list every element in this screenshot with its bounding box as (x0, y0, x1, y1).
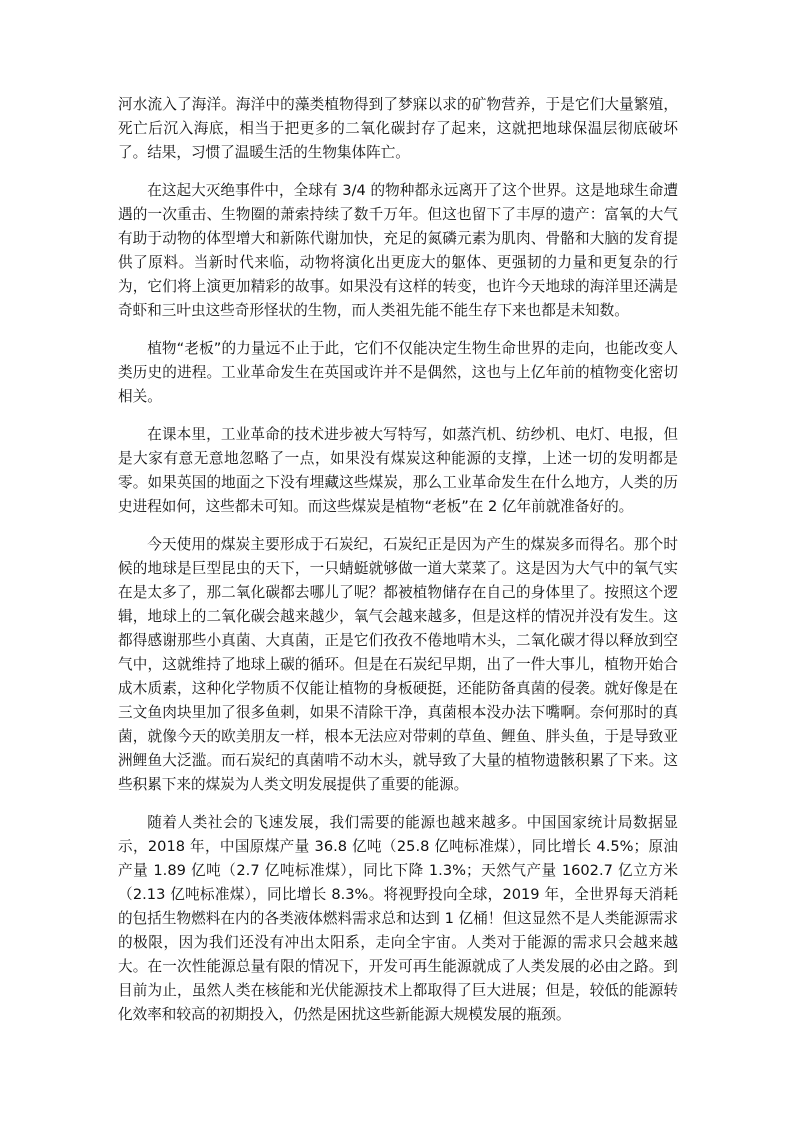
paragraph-1: 河水流入了海洋。海洋中的藻类植物得到了梦寐以求的矿物营养，于是它们大量繁殖，死亡后沉入海底，相当于把更多的二氧化碳封存了起来，这就把地球保温层彻底破坏了。结果，习惯了温暖生活的生物集体阵亡。 (118, 96, 678, 161)
paragraph-5: 今天使用的煤炭主要形成于石炭纪，石炭纪正是因为产生的煤炭多而得名。那个时候的地球是巨型昆虫的天下，一只蜻蜓就够做一道大菜菜了。这是因为大气中的氧气实在是太多了，那二氧化碳都去哪儿了呢？都被植物储存在自己的身体里了。按照这个逻辑，地球上的二氧化碳会越来越少，氧气会越来越多，但是这样的情况并没有发生。这都得感谢那些小真菌、大真菌，正是它们孜孜不倦地啃木头，二氧化碳才得以释放到空气中，这就维持了地球上碳的循环。但是在石炭纪早期，出了一件大事儿，植物开始合成木质素，这种化学物质不仅能让植物的身板硬挺，还能防备真菌的侵袭。就好像是在三文鱼肉块里加了很多鱼刺，如果不清除干净，真菌根本没办法下嘴啊。奈何那时的真菌，就像今天的欧美朋友一样，根本无法应对带刺的草鱼、鲤鱼、胖头鱼，于是导致亚洲鲤鱼大泛滥。而石炭纪的真菌啃不动木头，就导致了大量的植物遗骸积累了下来。这些积累下来的煤炭为人类文明发展提供了重要的能源。 (118, 536, 678, 793)
paragraph-2: 在这起大灭绝事件中，全球有 3/4 的物种都永远离开了这个世界。这是地球生命遭遇的一次重击、生物圈的萧索持续了数千万年。但这也留下了丰厚的遗产：富氧的大气有助于动物的体型增大和新陈代谢加快，充足的氮磷元素为肌肉、骨骼和大脑的发育提供了原料。当新时代来临，动物将演化出更庞大的躯体、更强韧的力量和更复杂的行为，它们将上演更加精彩的故事。如果没有这样的转变，也许今天地球的海洋里还满是奇虾和三叶虫这些奇形怪状的生物，而人类祖先能不能生存下来也都是未知数。 (118, 182, 678, 319)
document-body (118, 93, 678, 1041)
paragraph-3: 植物“老板”的力量远不止于此，它们不仅能决定生物生命世界的走向，也能改变人类历史的进程。工业革命发生在英国或许并不是偶然，这也与上亿年前的植物变化密切相关。 (118, 340, 678, 405)
paragraph-4: 在课本里，工业革命的技术进步被大写特写，如蒸汽机、纺纱机、电灯、电报，但是大家有意无意地忽略了一点，如果没有煤炭这种能源的支撑，上述一切的发明都是零。如果英国的地面之下没有埋藏这些煤炭，那么工业革命发生在什么地方，人类的历史进程如何，这些都未可知。而这些煤炭是植物“老板”在 2 亿年前就准备好的。 (118, 426, 678, 515)
paragraph-6: 随着人类社会的飞速发展，我们需要的能源也越来越多。中国国家统计局数据显示，2018 年，中国原煤产量 36.8 亿吨（25.8 亿吨标准煤），同比增长 4.5%；原油产量 1.89 亿吨（2.7 亿吨标准煤），同比下降 1.3%；天然气产量 1602.7 亿立方米（2.13 亿吨标准煤），同比增长 8.3%。将视野投向全球，2019 年，全世界每天消耗的包括生物燃料在内的各类液体燃料需求总和达到 1 亿桶！但这显然不是人类能源需求的极限，因为我们还没有冲出太阳系，走向全宇宙。人类对于能源的需求只会越来越大。在一次性能源总量有限的情况下，开发可再生能源就成了人类发展的必由之路。到目前为止，虽然人类在核能和光伏能源技术上都取得了巨大进展；但是，较低的能源转化效率和较高的初期投入，仍然是困扰这些新能源大规模发展的瓶颈。 (118, 814, 678, 1023)
